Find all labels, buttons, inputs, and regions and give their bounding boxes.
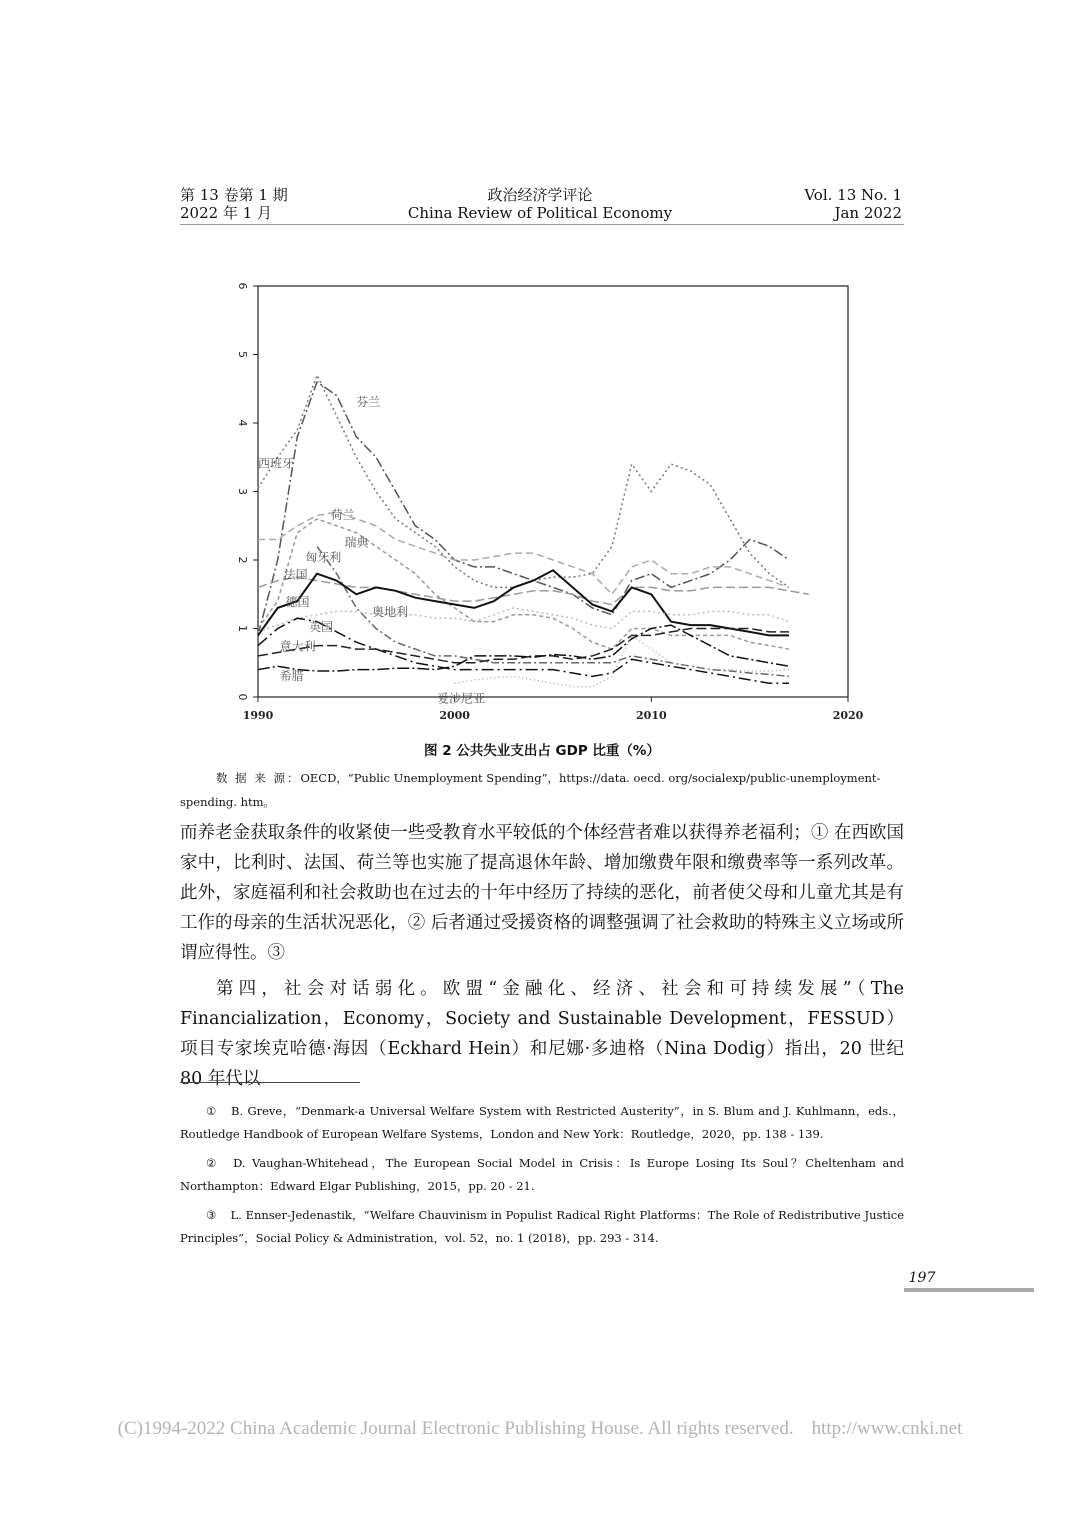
figure-source [180,766,904,814]
footnote-mark: ③ [206,1208,217,1222]
series-label: 意大利 [279,639,316,654]
paragraph-1: 而养老金获取条件的收紧使一些受教育水平较低的个体经营者难以获得养老福利；① 在西欧国家中，比利时、法国、荷兰等也实施了提高退休年龄、增加缴费年限和缴费率等一系列改革。此外，家庭福利和社会救助也在过去的十年中经历了持续的恶化，前者使父母和儿童尤其是有工作的母亲的生活状况恶化，② 后者通过受援资格的调整强调了社会救助的特殊主义立场或所谓应得性。③ [180,823,904,963]
y-tick-label: 2 [236,556,249,564]
footnote-3 [180,1204,904,1250]
series-label: 西班牙 [258,456,295,471]
y-tick-label: 6 [236,282,249,290]
x-tick-label: 2000 [439,709,470,722]
plot-frame [258,286,848,697]
source-text: OECD，“Public Unemployment Spending”，https://data. oecd. org/socialexp/public-unemployment-spending. htm。 [180,771,881,809]
journal-title-cn: 政治经济学评论 [487,186,593,204]
header-rule [180,224,904,225]
footnotes [180,1100,904,1256]
header-left [180,186,288,222]
date-cn: 2022 年 1 月 [180,204,273,222]
y-tick-label: 4 [236,419,249,427]
series-label: 奥地利 [372,605,409,620]
paragraph-2: 第四，社会对话弱化。欧盟“金融化、经济、社会和可持续发展”（The Financialization，Economy，Society and Sustainable Development，FESSUD）项目专家埃克哈德·海因（Eckhard Hein）和尼娜·多迪格（Nina Dodig）指出，20 世纪 80 年代以 [180,979,904,1089]
volume-cn: 第 13 卷第 1 期 [180,186,288,204]
page-number: 197 [908,1270,936,1286]
series-label: 德国 [285,594,310,609]
footnote-mark: ① [206,1104,217,1118]
copyright-url: http://www.cnki.net [811,1418,963,1439]
series-label: 芬兰 [356,394,381,409]
series-label: 爱沙尼亚 [436,691,485,706]
y-tick-label: 1 [236,625,249,632]
footnote-text: D. Vaughan-Whitehead，The European Social Model in Crisis：Is Europe Losing Its Soul？Cheltenham and Northampton：Edward Elgar Publishing，2015，pp. 20 - 21. [180,1156,905,1193]
body-text [180,818,904,1094]
header-right [804,186,902,222]
copyright-notice [0,1418,1080,1440]
footnote-text: L. Ennser-Jedenastik，“Welfare Chauvinism in Populist Radical Right Platforms：The Role of Redistributive Justice Principles”，Social Policy & Administration，vol. 52，no. 1 (2018)，pp. 293 - 314. [180,1208,904,1245]
unemployment-spending-chart [180,260,880,730]
series-label: 瑞典 [344,535,369,550]
date-en: Jan 2022 [834,204,902,222]
series-label: 荷兰 [330,507,355,522]
x-tick-label: 1990 [242,709,274,722]
x-tick-label: 2010 [636,709,667,722]
series-line-9 [258,618,789,683]
x-tick-label: 2020 [832,709,864,722]
volume-en: Vol. 13 No. 1 [804,186,902,204]
series-label: 英国 [309,620,334,635]
series-line-7 [258,570,789,635]
footnote-2 [180,1152,904,1198]
footnote-text: B. Greve，“Denmark-a Universal Welfare System with Restricted Austerity”，in S. Blum and J. Kuhlmann，eds.，Routledge Handbook of European Welfare Systems，London and New York：Routledge，2020，pp. 138 - 139. [180,1104,905,1141]
footnote-rule [180,1082,360,1083]
y-tick-label: 3 [236,488,249,495]
y-tick-label: 5 [236,351,249,358]
figure-caption: 图 2 公共失业支出占 GDP 比重（%） [424,743,660,759]
header-center [300,186,780,222]
footnote-1 [180,1100,904,1146]
footnote-mark: ② [206,1156,220,1170]
series-label: 法国 [283,567,308,582]
source-label: 数 据 来 源： [216,771,301,785]
series-label: 希腊 [279,668,304,683]
journal-title-en: China Review of Political Economy [407,204,673,222]
copyright-text: (C)1994-2022 China Academic Journal Electronic Publishing House. All rights reserved. [117,1418,794,1439]
series-line-8 [258,608,789,635]
series-label: 匈牙利 [305,550,342,565]
y-tick-label: 0 [236,693,249,701]
page-number-bar [904,1288,1034,1292]
